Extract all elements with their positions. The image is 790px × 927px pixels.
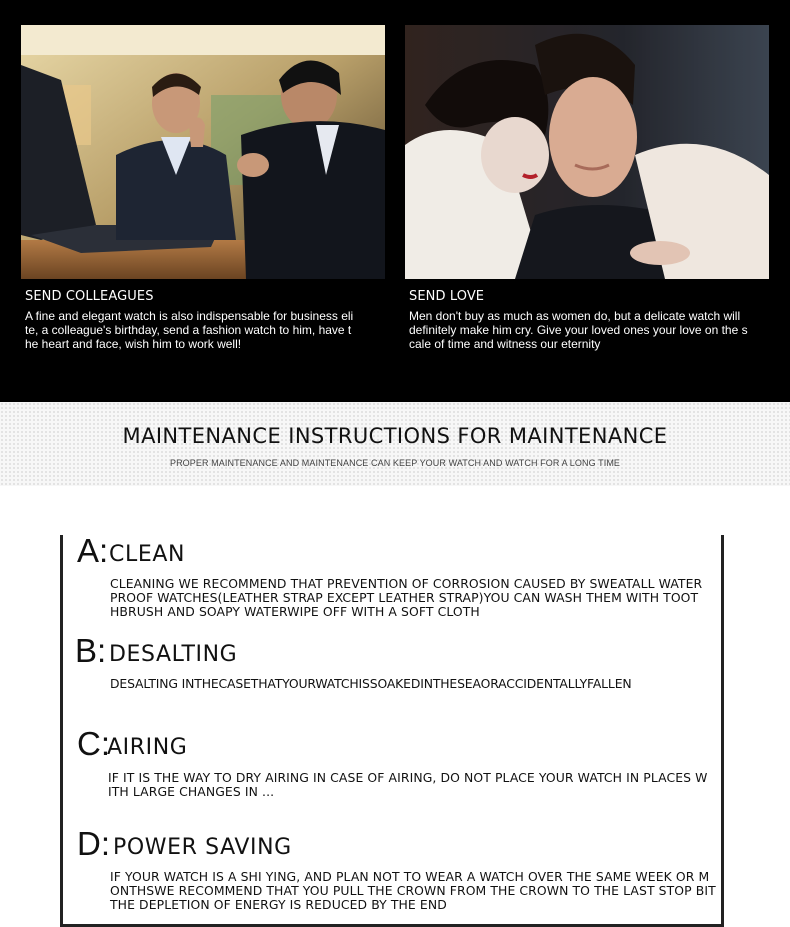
maintenance-box (60, 532, 724, 927)
maintenance-title: MAINTENANCE INSTRUCTIONS FOR MAINTENANCE (122, 424, 668, 448)
section-letter: B: (75, 632, 107, 669)
gift-section (0, 0, 790, 402)
section-letter: D: (77, 825, 110, 862)
section-text: DESALTING INTHECASETHATYOURWATCHISSOAKEDINTHESEAORACCIDENTALLYFALLEN (110, 676, 632, 691)
section-heading: DESALTING (109, 642, 238, 667)
section-text: CLEANING WE RECOMMEND THAT PREVENTION OF CORROSION CAUSED BY SWEATALL WATERPROOF WATCHES(LEATHER STRAP EXCEPT LEATHER STRAP)YOU CAN WASH THEM WITH TOOTHBRUSH AND SOAPY WATERWIPE OFF WITH A SOFT CLOTH (110, 576, 703, 619)
caption-title: SEND COLLEAGUES (25, 289, 154, 304)
caption-text: Men don't buy as much as women do, but a delicate watch will definitely make him cry. Give your loved ones your love on the scale of time and witness our eternity (409, 309, 748, 351)
section-heading: AIRING (107, 735, 188, 760)
caption-title: SEND LOVE (409, 289, 485, 304)
section-heading: CLEAN (109, 542, 186, 567)
colleagues-photo (21, 25, 385, 279)
send-love-caption (409, 289, 759, 351)
couple-photo (405, 25, 769, 279)
maintenance-subtitle: PROPER MAINTENANCE AND MAINTENANCE CAN KEEP YOUR WATCH AND WATCH FOR A LONG TIME (169, 458, 621, 468)
maintenance-header (0, 402, 790, 486)
section-text: IF YOUR WATCH IS A SHI YING, AND PLAN NOT TO WEAR A WATCH OVER THE SAME WEEK OR MONTHSWE RECOMMEND THAT YOU PULL THE CROWN FROM THE CROWN TO THE LAST STOP BITTHE DEPLETION OF ENERGY IS REDUCED BY THE END (110, 869, 716, 912)
section-heading: POWER SAVING (113, 835, 292, 860)
send-colleagues-caption (25, 289, 375, 351)
caption-text: A fine and elegant watch is also indispensable for business elite, a colleague's birthday, send a fashion watch to him, have the heart and face, wish him to work well! (25, 309, 354, 351)
section-letter: A: (77, 532, 109, 569)
section-letter: C: (77, 725, 110, 762)
section-text: IF IT IS THE WAY TO DRY AIRING IN CASE OF AIRING, DO NOT PLACE YOUR WATCH IN PLACES WITH LARGE CHANGES IN ... (108, 770, 708, 799)
